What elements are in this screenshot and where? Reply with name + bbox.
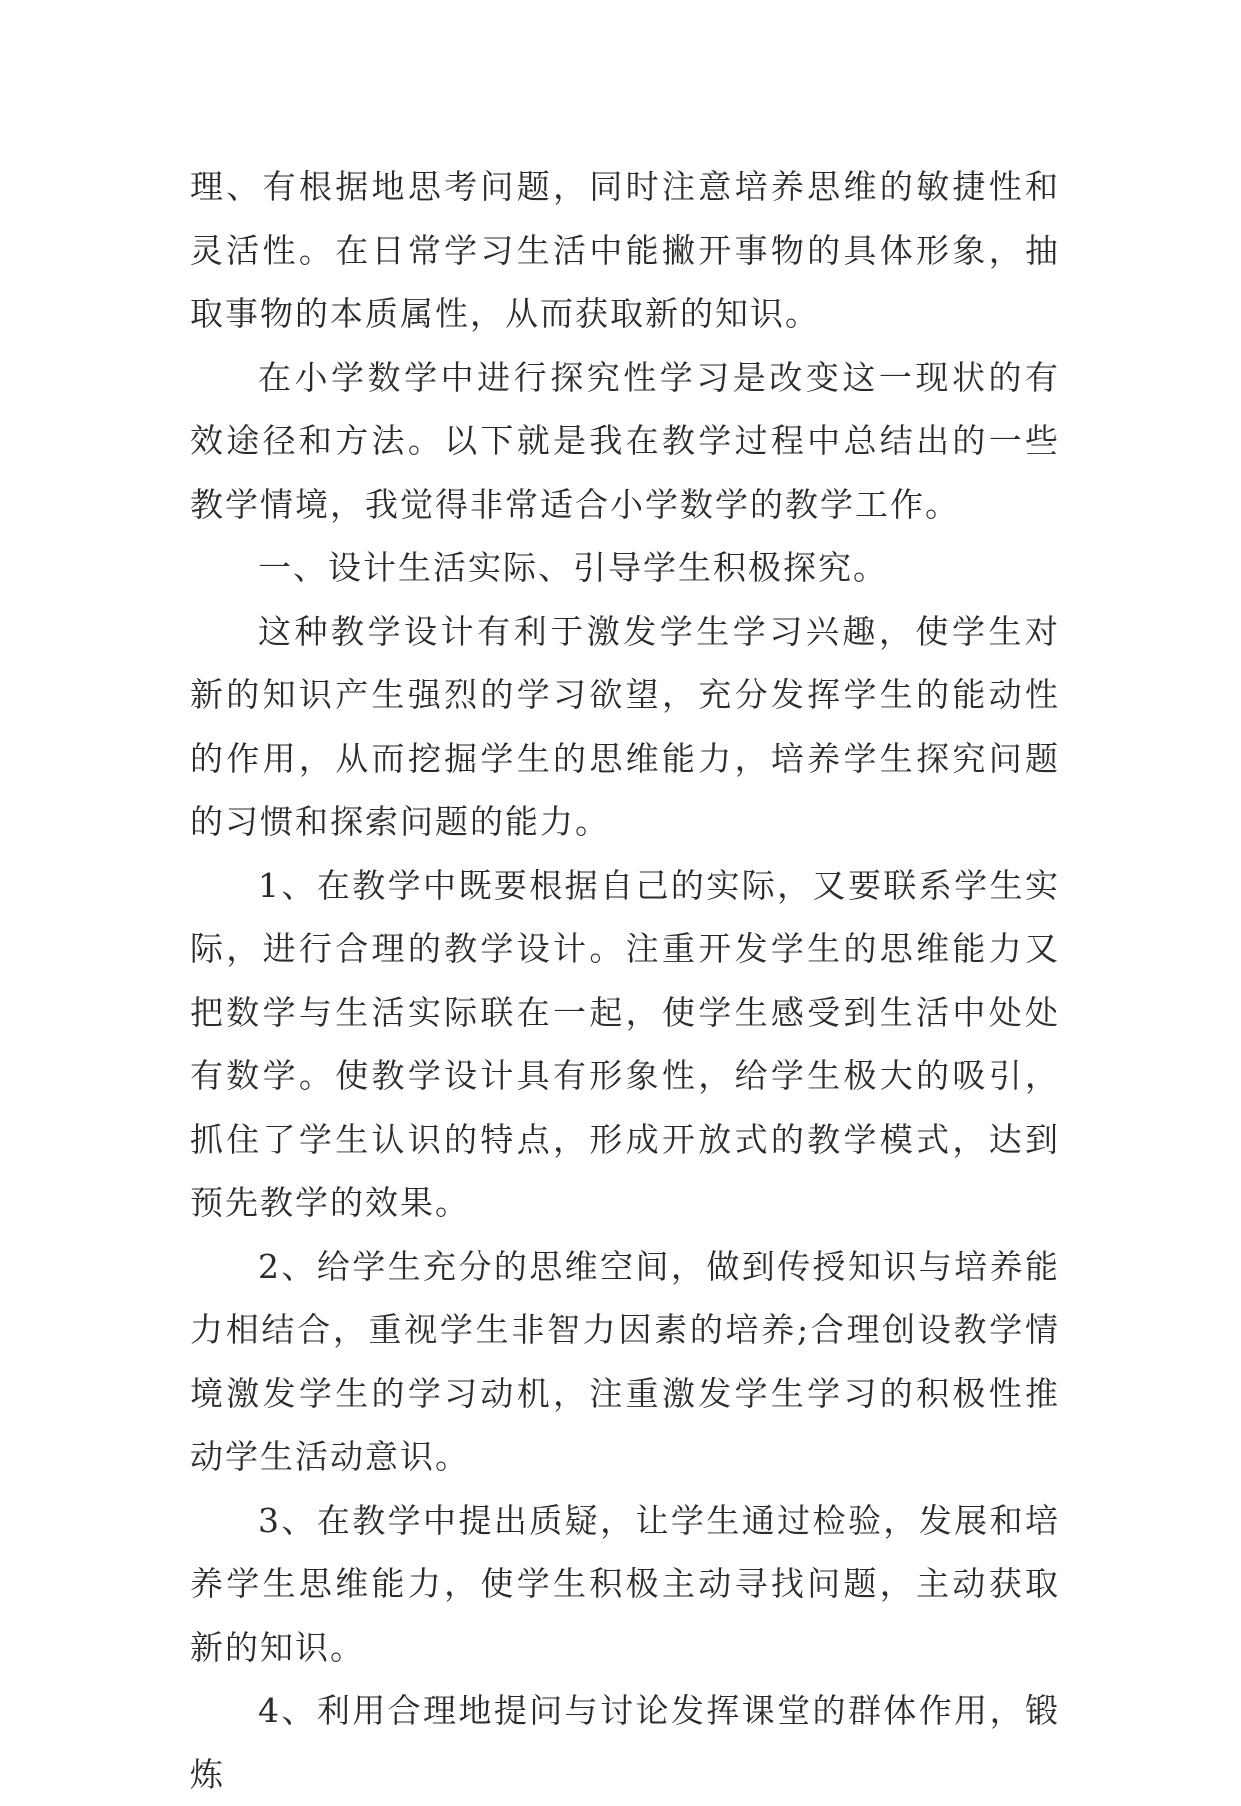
paragraph-design-benefit: 这种教学设计有利于激发学生学习兴趣，使学生对新的知识产生强烈的学习欲望，充分发挥学生的能动性的作用，从而挖掘学生的思维能力，培养学生探究问题的习惯和探索问题的能力。 xyxy=(190,611,1060,841)
list-item-4: 4、利用合理地提问与讨论发挥课堂的群体作用，锻炼 xyxy=(190,1691,1060,1794)
list-item-2: 2、给学生充分的思维空间，做到传授知识与培养能力相结合，重视学生非智力因素的培养;合理创设教学情境激发学生的学习动机，注重激发学生学习的积极性推动学生活动意识。 xyxy=(190,1246,1060,1476)
section-heading: 一、设计生活实际、引导学生积极探究。 xyxy=(258,548,888,587)
paragraph-continuation: 理、有根据地思考问题，同时注意培养思维的敏捷性和灵活性。在日常学习生活中能撇开事物的具体形象，抽取事物的本质属性，从而获取新的知识。 xyxy=(190,167,1060,333)
list-item-1: 1、在教学中既要根据自己的实际，又要联系学生实际，进行合理的教学设计。注重开发学生的思维能力又把数学与生活实际联在一起，使学生感受到生活中处处有数学。使教学设计具有形象性，给学生极大的吸引，抓住了学生认识的特点，形成开放式的教学模式，达到预先教学的效果。 xyxy=(190,865,1060,1222)
paragraph-intro: 在小学数学中进行探究性学习是改变这一现状的有效途径和方法。以下就是我在教学过程中总结出的一些教学情境，我觉得非常适合小学数学的教学工作。 xyxy=(190,357,1060,524)
document-body xyxy=(190,155,1060,1806)
list-item-3: 3、在教学中提出质疑，让学生通过检验，发展和培养学生思维能力，使学生积极主动寻找问题，主动获取新的知识。 xyxy=(190,1500,1060,1667)
